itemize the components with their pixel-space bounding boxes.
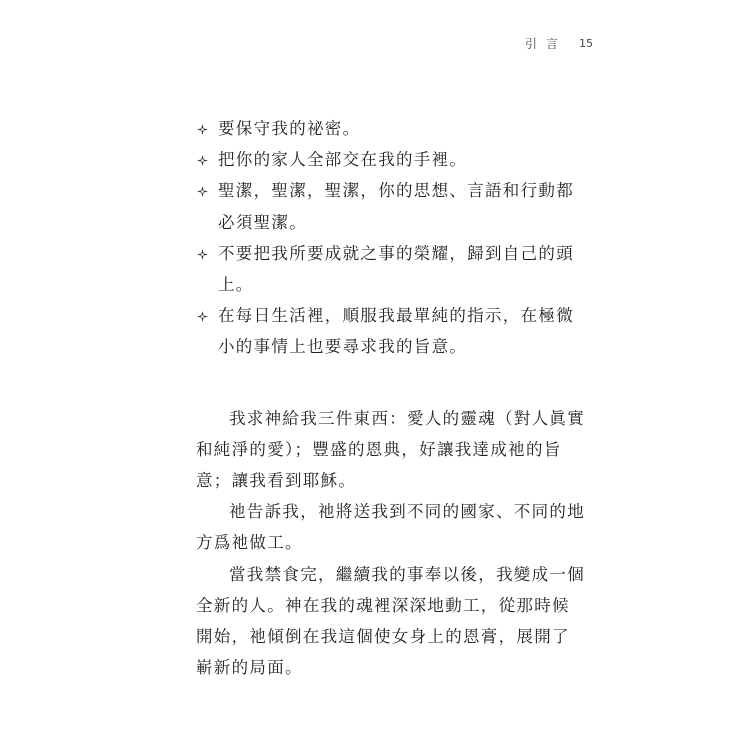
chapter-title: 引言 [525, 36, 568, 51]
cross-bullet-icon [196, 113, 210, 144]
bullet-item [196, 238, 586, 300]
bullet-text: 把你的家人全部交在我的手裡。 [218, 150, 468, 170]
body-text [196, 113, 586, 683]
paragraph: 我求神給我三件東西：愛人的靈魂（對人眞實和純淨的愛）；豐盛的恩典，好讓我達成祂的旨意；讓我看到耶穌。 [196, 408, 585, 491]
page-number: 15 [579, 36, 594, 50]
bullet-item [196, 144, 586, 175]
bullet-item [196, 113, 586, 144]
bullet-text: 聖潔，聖潔，聖潔，你的思想、言語和行動都必須聖潔。 [218, 181, 574, 232]
paragraph: 當我禁食完，繼續我的事奉以後，我變成一個全新的人。神在我的魂裡深深地動工，從那時候開始，祂傾倒在我這個使女身上的恩膏，展開了嶄新的局面。 [196, 564, 585, 678]
cross-bullet-icon [196, 300, 210, 331]
running-head [525, 33, 593, 53]
cross-bullet-icon [196, 175, 210, 206]
bullet-item [196, 175, 586, 237]
bullet-text: 在每日生活裡，順服我最單純的指示，在極微小的事情上也要尋求我的旨意。 [218, 306, 574, 357]
bullet-text: 不要把我所要成就之事的榮耀，歸到自己的頭上。 [218, 243, 574, 295]
section-gap [196, 363, 586, 403]
bullet-item [196, 300, 586, 362]
cross-bullet-icon [196, 238, 210, 269]
paragraph: 祂告訴我，祂將送我到不同的國家、不同的地方爲祂做工。 [196, 502, 585, 553]
bullet-text: 要保守我的祕密。 [218, 119, 361, 138]
cross-bullet-icon [196, 144, 210, 175]
